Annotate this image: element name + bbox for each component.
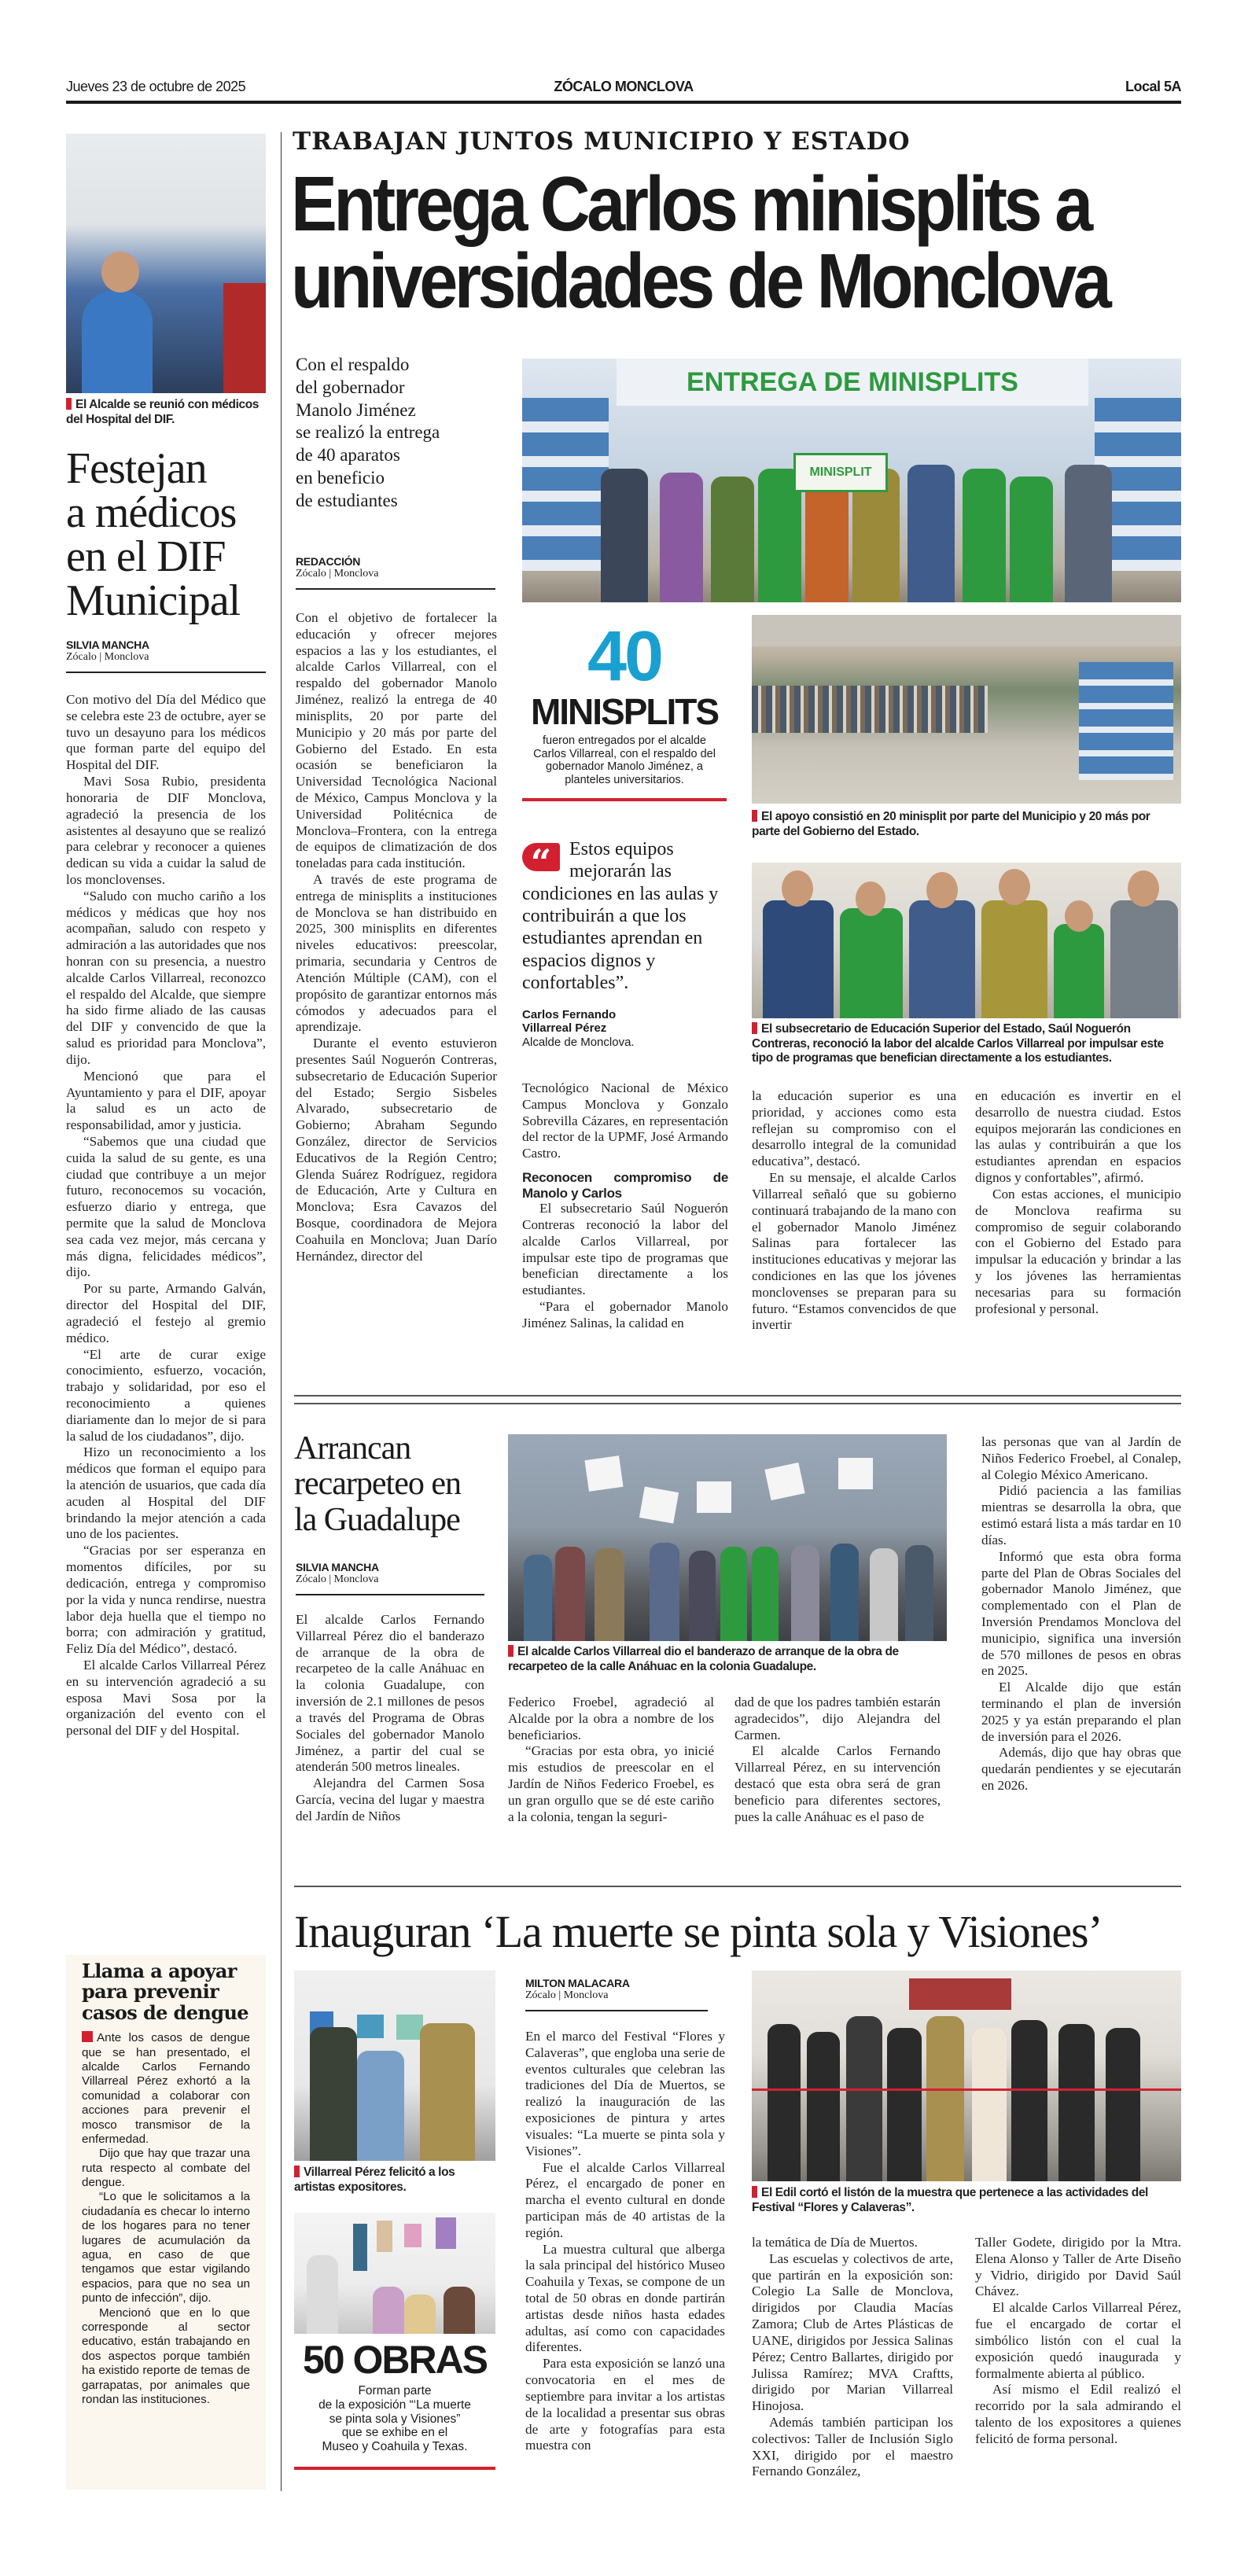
main-subhead: Reconocen compromiso de Manolo y Carlos [522, 1170, 728, 1201]
stat-rule [522, 798, 727, 801]
dif-breakfast-photo [66, 134, 266, 393]
main-headline [291, 160, 1176, 324]
painting [436, 2217, 456, 2249]
deck-line: Manolo Jiménez [296, 399, 416, 420]
paragraph: Así mismo el Edil realizó el recorrido por la sala admirando el talento de los expositores a quienes felicitó de forma personal. [975, 2382, 1181, 2446]
photo-person [404, 2294, 436, 2334]
byline-author: SILVIA MANCHA [296, 1561, 379, 1573]
paragraph: Para esta exposición se lanzó una convocatoria en el mes de septiembre para invitar a los artistas de la localidad a presentar sus obras de arte y fotografías para esta muestra con [525, 2356, 725, 2453]
photo-person [1106, 2028, 1140, 2181]
paragraph: Ante los casos de dengue que se han presentado, el alcalde Carlos Fernando Villarreal Pérez exhortó a la comunidad a colaborar con acciones para prevenir el mosco transmisor de la enfermedad. [82, 2031, 250, 2146]
byline-rule [296, 588, 495, 590]
paragraph: A través de este programa de entrega de minisplits a instituciones de Monclova se han distribuido en 2025, 300 minisplits en diferentes niveles educativos: preescolar, primaria, secundaria y Centros de Atención Múltiple (CAM), con el propósito de garantizar entornos más cómodos y adecuados para el aprendizaje. [296, 872, 497, 1035]
photo-person [972, 2028, 1007, 2181]
photo-person-head [1065, 900, 1093, 932]
equipment-boxes [1079, 662, 1173, 780]
main-deck [296, 354, 500, 512]
headline-line: recarpeteo en [294, 1466, 461, 1503]
road-photo-caption: El alcalde Carlos Villarreal dio el banderazo de arranque de la obra de recarpeteo de la calle Anáhuac en la colonia Guadalupe. [508, 1645, 947, 1674]
photo-person [763, 900, 834, 1018]
paragraph: Mavi Sosa Rubio, presidenta honoraria de DIF Monclova, agradeció la presencia de los asistentes al desayuno que se realizó para celebrar y reconocer a quienes dedican su vida a cuidar la salud de los monclovenses. [66, 774, 266, 887]
crowd [752, 686, 988, 733]
painting [357, 2015, 384, 2038]
photo-person [1010, 477, 1053, 602]
paragraph: en educación es invertir en el desarrollo de nuestra ciudad. Estos equipos mejorarán las condiciones en las aulas y contribuirán a que los estudiantes aprendan en espacios dignos y confortables”, afirmó. [975, 1088, 1181, 1186]
culture-col1-body [525, 2029, 725, 2454]
photo-person [689, 1551, 716, 1641]
main-col2-body [522, 1080, 728, 1332]
minisplit-sign: MINISPLIT [793, 453, 888, 492]
dif-article-body [66, 692, 266, 1739]
red-ribbon [752, 2088, 1181, 2091]
headline-line: Entrega Carlos minisplits a [291, 160, 1090, 247]
children-gallery-photo [294, 2213, 495, 2334]
paragraph: Con estas acciones, el municipio de Monclova reafirma su compromiso de seguir colaborando con el Gobierno del Estado para impulsar la educación y brindar a las y los jóvenes las herramientas necesarias para su formación profesional y personal. [975, 1186, 1181, 1316]
quote-role: Alcalde de Monclova. [522, 1035, 635, 1049]
headline-line: universidades de Monclova [291, 237, 1109, 324]
photo-person [420, 2023, 475, 2161]
headline-line: para prevenir [82, 1980, 219, 2004]
photo-person-head [101, 252, 139, 293]
photo-person [1054, 924, 1104, 1018]
headline-line: Municipal [66, 576, 241, 625]
flag [764, 1463, 804, 1500]
photo-person [926, 2016, 964, 2181]
byline-author: REDACCIÓN [296, 555, 361, 568]
headline-line: en el DIF [66, 532, 226, 581]
painting [404, 2224, 422, 2247]
paragraph: Mencionó que para el Ayuntamiento y para el DIF, apoyar la salud es un acto de responsabilidad, amor y justicia. [66, 1068, 266, 1133]
byline-place: Zócalo | Monclova [296, 1573, 379, 1585]
officials-photo-caption: El subsecretario de Educación Superior del Estado, Saúl Noguerón Contreras, reconoció la labor del alcalde Carlos Villarreal por impulsar este tipo de programas que benefician directamente a los estudiantes. [752, 1022, 1181, 1066]
exhibition-banner [909, 1978, 1011, 2010]
paragraph: Con motivo del Día del Médico que se celebra este 23 de octubre, ayer se tuvo un desayuno para los médicos que forman parte del equipo del Hospital del DIF. [66, 692, 266, 773]
section-divider [294, 1403, 1181, 1404]
photo-person [981, 900, 1047, 1018]
paragraph: “El arte de curar exige conocimiento, esfuerzo, vocación, trabajo y solidaridad, por eso el reconocimiento a quienes diariamente dan lo mejor de si para la salud de los ciudadanos”, dijo. [66, 1346, 266, 1444]
byline-rule [525, 2010, 708, 2011]
photo-person-head [856, 881, 885, 916]
quote-icon: “ [522, 843, 560, 871]
deck-line: se realizó la entrega [296, 422, 440, 443]
photo-person [807, 2032, 840, 2181]
photo-person [870, 1548, 898, 1641]
byline-place: Zócalo | Monclova [296, 568, 379, 580]
dif-headline [66, 444, 271, 625]
deck-line: Con el respaldo [296, 355, 410, 374]
paragraph: “Sabemos que una ciudad que cuida la salud de su gente, es una ciudad que contribuye a un mejor futuro, reconocemos su vocación, esfuerzo diario y entrega, que permite que la salud de Monclova sea cada vez mejor, más cercana y más digna, felicidades médicos”, dijo. [66, 1133, 266, 1280]
section-divider [294, 1395, 1181, 1397]
dengue-headline [82, 1961, 250, 2023]
byline-place: Zócalo | Monclova [66, 651, 149, 663]
paragraph: En su mensaje, el alcalde Carlos Villarreal señaló que su gobierno continuará trabajando de la mano con el gobernador Manolo Jiménez Salinas para fortalecer las instituciones educativas y mejorar las condiciones en las que los jóvenes monclovenses se preparan para su futuro. “Estamos convencidos de que invertir [752, 1170, 956, 1333]
photo-person [1065, 465, 1112, 602]
paragraph: “Lo que le solicitamos a la ciudadanía es checar lo interno de los hogares para no tener lugares de acumulación da agua, en caso de que tengamos que estar vigilando espacios, para que no sea un punto de infección”, dijo. [82, 2190, 250, 2306]
photo-person [846, 2016, 882, 2181]
page-folio [66, 79, 1181, 98]
byline-author: SILVIA MANCHA [66, 638, 149, 651]
paragraph: Mencionó que en lo que corresponde al sector educativo, están trabajando en dos aspectos porque también ha existido reporte de temas de garrapatas, por animales que rondan las instituciones. [82, 2306, 250, 2406]
paragraph: La muestra cultural que alberga la sala principal del histórico Museo Coahuila y Texas, se compone de un total de 50 obras en donde partirán artistas desde niños hasta edades adultas, así como con capacidades diferentes. [525, 2241, 725, 2355]
dif-photo-caption: El Alcalde se reunió con médicos del Hospital del DIF. [66, 398, 266, 427]
flag [838, 1458, 873, 1489]
dif-byline [66, 638, 266, 673]
paragraph: Fue el alcalde Carlos Villarreal Pérez, el encargado de poner en marcha el evento cultural en donde participan más de 40 artistas de la región. [525, 2159, 725, 2240]
headline-line: Llama a apoyar [82, 1960, 237, 1982]
photo-person [720, 1547, 747, 1641]
road-col4-body [981, 1434, 1181, 1794]
main-col4-body [975, 1088, 1181, 1317]
road-headline [294, 1431, 506, 1538]
photo-person [768, 2024, 801, 2181]
photo-person [524, 1555, 552, 1641]
photo-person [1110, 900, 1178, 1018]
paragraph: Pidió paciencia a las familias mientras se desarrolla la obra, que estimó estará lista a más tardar en 10 días. [981, 1483, 1181, 1547]
canopy [752, 615, 1181, 646]
stat-line: Forman parte [358, 2384, 432, 2398]
photo-person [444, 2287, 475, 2334]
ribbon-cutting-photo [752, 1971, 1181, 2181]
photo-person [752, 1547, 779, 1641]
photo-person [357, 2051, 404, 2161]
headline-line: Festejan [66, 444, 207, 493]
culture-headline: Inauguran ‘La muerte se pinta sola y Visiones’ [294, 1906, 1103, 1957]
quote-body: Estos equipos mejorarán las condiciones en las aulas y contribuirán a que los estudiantes aprendan en espacios dignos y confortables”. [522, 839, 719, 993]
officials-photo [752, 863, 1181, 1018]
paragraph: la temática de Día de Muertos. [752, 2235, 918, 2250]
paragraph: “Para el gobernador Manolo Jiménez Salinas, la calidad en [522, 1299, 728, 1330]
paragraph: “Saludo con mucho cariño a los médicos y médicas que hoy nos acompañan, saludo con respeto y admiración a las autoridades que nos honran con su presencia, a nuestro alcalde Carlos Villarreal, reconozco el respaldo del Alcalde, que siempre ha sido firme aliado de las causas del DIF y convencido de que la salud es prioridad para Monclova”, dijo. [66, 888, 266, 1067]
paragraph: Alejandra del Carmen Sosa García, vecina del lugar y maestra del Jardín de Niños [296, 1776, 484, 1823]
quote-attribution [522, 1008, 728, 1049]
paragraph: El alcalde Carlos Villarreal Pérez, fue el encargado de cortar el simbólico listón con el cual la exposición quedó inaugurada y formalmente abierta al público. [975, 2300, 1181, 2381]
painting [396, 2015, 423, 2040]
delivery-photo-caption: El apoyo consistió en 20 minisplit por parte del Municipio y 20 más por parte del Gobierno del Estado. [752, 810, 1181, 839]
paragraph: Taller Godete, dirigido por la Mtra. Elena Alonso y Taller de Arte Diseño y Vidrio, dirigido por David Saúl Chávez. [975, 2235, 1181, 2299]
deck-line: en beneficio [296, 467, 385, 488]
photo-person [887, 2028, 922, 2181]
paragraph: El alcalde Carlos Fernando Villarreal Pérez dio el banderazo de arranque de la obra de recarpeteo de la calle Anáhuac en la colonia Guadalupe, con inversión de 2.1 millones de pesos a través del Programa de Obras Sociales del gobernador Manolo Jiménez, a partir del cual se atenderán 500 metros lineales. [296, 1612, 484, 1775]
flag [639, 1486, 679, 1523]
photo-person [373, 2287, 404, 2334]
deck-line: del gobernador [296, 377, 405, 397]
quote-author: Villarreal Pérez [522, 1021, 607, 1036]
paragraph: El alcalde Carlos Fernando Villarreal Pérez, en su intervención destacó que esta obra será de gran beneficio para diferentes sectores, pues la calle Anáhuac es el paso de [734, 1743, 941, 1824]
pull-quote [522, 838, 728, 1049]
folio-rule [66, 101, 1181, 104]
dengue-body [82, 2031, 250, 2407]
paragraph: las personas que van al Jardín de Niños Federico Froebel, al Conalep, al Colegio México Americano. [981, 1434, 1181, 1482]
stat-description: fueron entregados por el alcalde Carlos Villarreal, con el respaldo del gobernador Manolo Jiménez, a planteles universitarios. [533, 734, 716, 787]
photo-person [595, 1548, 624, 1641]
paragraph: El alcalde Carlos Villarreal Pérez en su intervención agradeció a su esposa Mavi Sosa por la organización del evento con el personal del DIF y del Hospital. [66, 1657, 266, 1739]
deck-line: de 40 aparatos [296, 445, 400, 465]
stat-line: que se exhibe en el [341, 2426, 448, 2440]
main-group-photo [522, 359, 1181, 602]
culture-byline [525, 1977, 708, 2011]
deck-line: de estudiantes [296, 490, 398, 510]
photo-person [223, 283, 266, 393]
artists-photo-caption: Villarreal Pérez felicitó a los artistas expositores. [294, 2166, 495, 2195]
stat-word: 50 OBRAS [302, 2338, 488, 2382]
byline-author: MILTON MALACARA [525, 1977, 630, 1989]
stat-line: Museo y Coahuila y Texas. [322, 2440, 468, 2454]
section-divider [294, 1886, 1181, 1887]
paragraph: “Gracias por esta obra, yo inicié mis estudios de preescolar en el Jardín de Niños Federico Froebel, es un gran orgullo que se dé este cariño a la colonia, tengan la seguri- [508, 1743, 714, 1824]
flag [584, 1455, 623, 1492]
paragraph: Durante el evento estuvieron presentes Saúl Noguerón Contreras, subsecretario de Educación Superior del Estado; Sergio Sisbeles Alvarado, subsecretario de Gobierno; Abraham Segundo González, director de Servicios Educativos de la Región Centro; Glenda Suárez Rodríguez, regidora de Educación, Arte y Cultura en Monclova; Esra Cavazos del Bosque, coordinadora de Mejora Coahuila en Monclova; Juan Darío Hernández, director del [296, 1036, 497, 1264]
headline-line: la Guadalupe [294, 1501, 460, 1538]
paragraph: En el marco del Festival “Flores y Calaveras”, que engloba una serie de eventos culturales que celebran las tradiciones del Día de Muertos, se realizó la inauguración de las exposiciones de pintura y artes visuales: “La muerte se pinta sola y Visiones”. [525, 2029, 725, 2158]
photo-person [907, 465, 955, 602]
photo-person-head [926, 872, 958, 908]
photo-person [830, 1544, 859, 1641]
headline-line: casos de dengue [82, 2000, 248, 2024]
photo-person [307, 2255, 338, 2334]
painting [377, 2221, 392, 2252]
byline-rule [66, 672, 266, 673]
photo-person [1011, 2020, 1047, 2181]
road-flag-photo [508, 1434, 947, 1641]
photo-person [905, 1545, 933, 1641]
paragraph: Además también participan los colectivos: Taller de Inclusión Siglo XXI, dirigido por el maestro Fernando González, [752, 2414, 953, 2479]
obras-stat-box [294, 2340, 495, 2470]
byline-rule [296, 1594, 484, 1595]
paragraph: Además, dijo que hay obras que quedarán pendientes y se ejecutarán en 2026. [981, 1745, 1181, 1794]
photo-person [1058, 2024, 1095, 2181]
dengue-sidebar [66, 1955, 266, 2490]
paragraph: Las escuelas y colectivos de arte, que partirán en la exposición son: Colegio La Salle de Monclova, dirigidos por Claudia Macías Zamora; Club de Artes Plásticas de UANE, dirigidos por Jessica Salinas Pérez; Centro Ballartes, dirigido por Julissa Ramírez; MVA Craftts, dirigido por Marian Villarreal Hinojosa. [752, 2250, 953, 2414]
byline-place: Zócalo | Monclova [525, 1989, 609, 2001]
paragraph: Federico Froebel, agradeció al Alcalde por la obra a nombre de los beneficiarios. [508, 1695, 714, 1742]
ribbon-photo-caption: El Edil cortó el listón de la muestra que pertenece a las actividades del Festival “Flores y Calaveras”. [752, 2186, 1181, 2215]
photo-person [601, 469, 648, 602]
paragraph: “Gracias por ser esperanza en momentos difíciles, por su dedicación, entrega y compromiso por la vida y nunca rendirse, nuestra labor deja huella que el tiempo no borra; con admiración y gratitud, Feliz Día del Médico”, destacó. [66, 1543, 266, 1657]
photo-person [711, 477, 754, 602]
stat-line: se pinta sola y Visiones” [329, 2412, 461, 2426]
painting [353, 2224, 367, 2271]
stat-word: MINISPLITS [530, 691, 719, 732]
folio-section: Local 5A [1125, 79, 1181, 94]
folio-publication: ZÓCALO MONCLOVA [554, 79, 694, 94]
photo-person [650, 1543, 679, 1641]
photo-person [791, 1545, 819, 1641]
paragraph: El subsecretario Saúl Noguerón Contreras reconoció la labor del alcalde Carlos Villarreal, por impulsar este tipo de programas que benefician directamente a los estudiantes. [522, 1201, 728, 1298]
headline-line: a médicos [66, 488, 237, 537]
boxes-left [522, 398, 609, 571]
headline-line: Arrancan [294, 1430, 411, 1466]
culture-col2-body [752, 2235, 953, 2480]
photo-person [660, 473, 703, 602]
stat-rule [294, 2467, 495, 2470]
road-col1-body [296, 1612, 484, 1825]
quote-author: Carlos Fernando [522, 1008, 617, 1022]
paragraph: Tecnológico Nacional de México Campus Monclova y Gonzalo Sobrevilla Cázares, en representación del rector de la UPMF, José Armando Castro. [522, 1080, 728, 1161]
artists-photo [294, 1971, 495, 2161]
photo-person-head [1128, 870, 1159, 907]
stat-line: de la exposición “‘La muerte [318, 2398, 471, 2412]
road-col2-body [508, 1695, 714, 1826]
main-kicker: TRABAJAN JUNTOS MUNICIPIO Y ESTADO [293, 127, 911, 156]
photo-person [963, 469, 1006, 602]
photo-person-head [782, 870, 813, 907]
paragraph: Hizo un reconocimiento a los médicos que forman el equipo para la atención de usuarios, que cada día acuden al Hospital del DIF brindando la mejor atención a cada uno de los pacientes. [66, 1444, 266, 1542]
folio-date: Jueves 23 de octubre de 2025 [66, 79, 246, 94]
photo-person [310, 2027, 357, 2161]
road-byline [296, 1561, 484, 1595]
banner-backdrop: ENTREGA DE MINISPLITS [617, 359, 1088, 406]
delivery-event-photo [752, 615, 1181, 804]
minisplits-stat-box [522, 617, 727, 801]
quote-text [522, 838, 728, 994]
photo-person [555, 1547, 585, 1641]
culture-col3-body [975, 2235, 1181, 2448]
paragraph: Por su parte, Armando Galván, director del Hospital del DIF, agradeció el festejo al gremio médico. [66, 1281, 266, 1345]
paragraph: Dijo que hay que trazar una ruta respecto al combate del dengue. [82, 2147, 250, 2190]
stat-description [294, 2384, 495, 2454]
main-col1-body [296, 610, 497, 1265]
photo-person [840, 908, 903, 1018]
paragraph: Informó que esta obra forma parte del Plan de Obras Sociales del gobernador Manolo Jiménez, que complementado con el Plan de Inversión Prendamos Monclova del municipio, significa una inversión de 570 millones de pesos en obras en 2025. [981, 1548, 1181, 1679]
left-column-divider [281, 132, 282, 2491]
photo-person [82, 291, 153, 393]
flag [697, 1481, 731, 1513]
paragraph: Con el objetivo de fortalecer la educación y ofrecer mejores espacios a las y los estudiantes, el alcalde Carlos Villarreal, con el respaldo del gobernador Manolo Jiménez, realizó la entrega de 40 minisplits, 20 por parte del Municipio y 20 más por parte del Gobierno del Estado. En esta ocasión se beneficiaron la Universidad Tecnológica Nacional de México, Campus Monclova y la Universidad Politécnica de Monclova–Frontera, con la entrega de equipos de climatización de dos toneladas para cada institución. [296, 610, 497, 871]
main-byline [296, 555, 495, 590]
paragraph: El Alcalde dijo que están terminando el plan de inversión 2025 y ya están preparando el plan de inversión para el 2026. [981, 1680, 1181, 1744]
stat-number: 40 [587, 617, 662, 696]
photo-person-head [999, 869, 1030, 905]
main-col3-body [752, 1088, 956, 1334]
road-col3-body [734, 1695, 941, 1826]
photo-person [909, 900, 975, 1018]
paragraph: la educación superior es una prioridad, y acciones como esta reflejan su compromiso con el desarrollo integral de la comunidad educativa”, destacó. [752, 1088, 956, 1169]
paragraph: dad de que los padres también estarán agradecidos”, dijo Alejandra del Carmen. [734, 1695, 941, 1742]
